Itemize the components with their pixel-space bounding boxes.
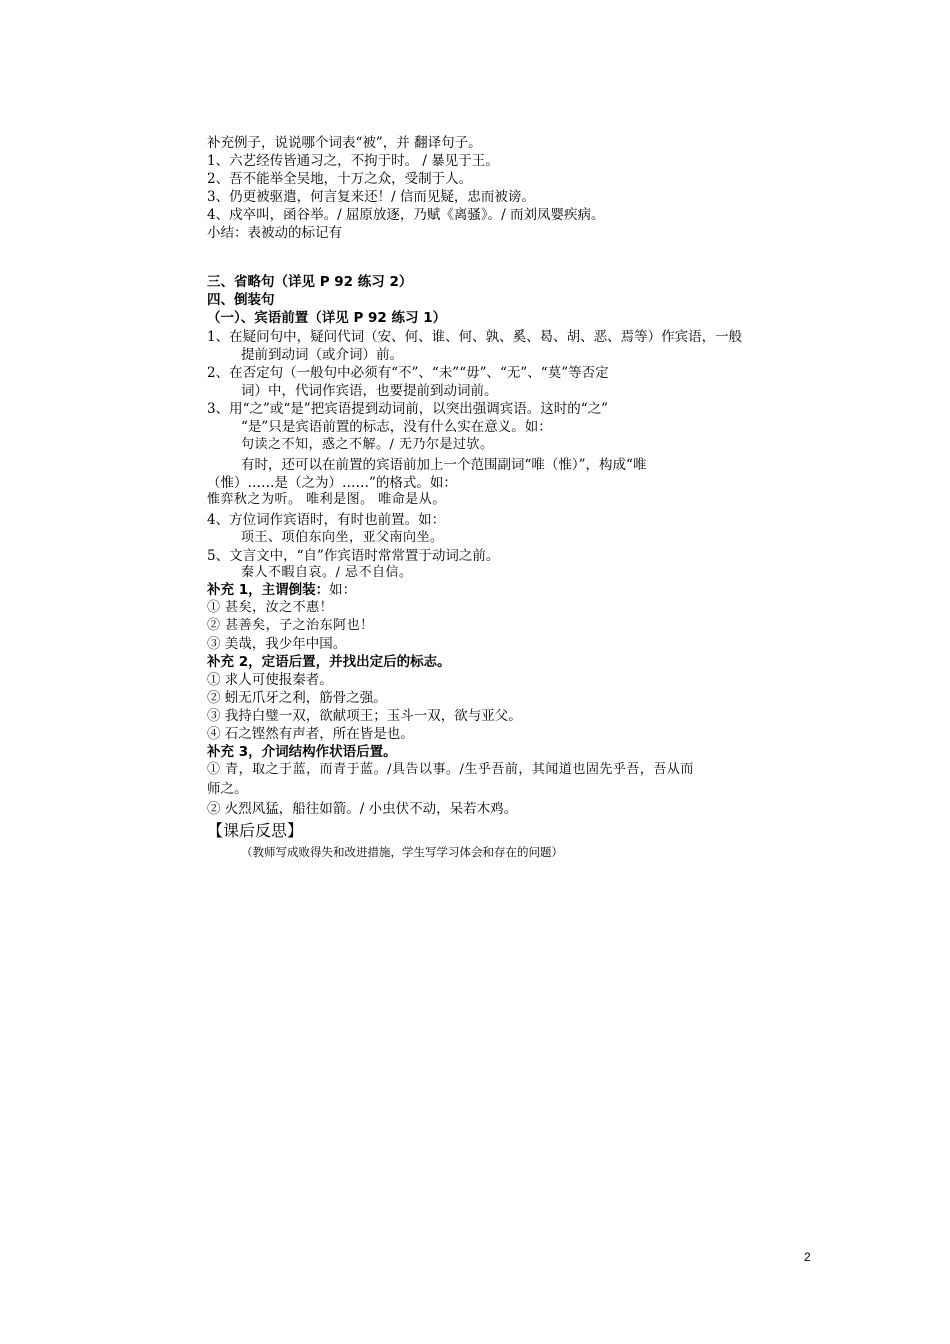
rule-4-example: 项王、项伯东向坐，亚父南向坐。 bbox=[241, 530, 444, 545]
example-1: 1、六艺经传皆通习之，不拘于时。 / 暴见于王。 bbox=[207, 153, 499, 169]
page-number: 2 bbox=[804, 1250, 811, 1264]
rule-3-line-a: 3、用“之”或“是”把宾语提到动词前，以突出强调宾语。这时的“之” bbox=[207, 401, 608, 417]
supplement-2-example-1: ① 求人可使报秦者。 bbox=[207, 672, 333, 688]
rule-1-line-b: 提前到动词（或介词）前。 bbox=[241, 347, 403, 363]
reflection-title: 【课后反思】 bbox=[207, 821, 304, 840]
supplement-3-example-1b: 师之。 bbox=[207, 781, 248, 797]
rule-3-line-b: “是”只是宾语前置的标志，没有什么实在意义。如： bbox=[241, 419, 552, 435]
rule-2-line-b: 词）中，代词作宾语，也要提前到动词前。 bbox=[241, 383, 498, 399]
supplement-2-heading: 补充 2，定语后置，并找出定后的标志。 bbox=[207, 654, 451, 670]
supplement-2-example-4: ④ 石之铿然有声者，所在皆是也。 bbox=[207, 726, 414, 742]
example-2: 2、吾不能举全吴地，十万之众，受制于人。 bbox=[207, 171, 473, 187]
rule-3-example: 句读之不知，惑之不解。/ 无乃尔是过欤。 bbox=[241, 437, 494, 452]
reflection-note: （教师写成败得失和改进措施，学生写学习体会和存在的问题） bbox=[241, 845, 563, 859]
supplement-3-example-1a: ① 青，取之于蓝，而青于蓝。/具告以事。/生乎吾前，其闻道也固先乎吾，吾从而 bbox=[207, 762, 694, 777]
supplement-1-example-1: ① 甚矣，汝之不惠！ bbox=[207, 600, 334, 615]
section-3-heading: 三、省略句（详见 P 92 练习 2） bbox=[207, 274, 413, 290]
supplement-1-line bbox=[207, 581, 356, 599]
subsection-1-heading: （一）、宾语前置（详见 P 92 练习 1） bbox=[207, 310, 447, 326]
supplement-1-example-3: ③ 美哉，我少年中国。 bbox=[207, 636, 347, 652]
summary-line: 小结：表被动的标记有 bbox=[207, 225, 342, 241]
rule-3-line-c: 有时，还可以在前置的宾语前加上一个范围副词“唯（惟）”，构成“唯 bbox=[241, 457, 647, 473]
supplement-2-example-3: ③ 我持白璧一双，欲献项王；玉斗一双，欲与亚父。 bbox=[207, 708, 522, 724]
supplement-3-example-2: ② 火烈风猛，船往如箭。/ 小虫伏不动，呆若木鸡。 bbox=[207, 801, 518, 817]
supplement-1-tail: 如： bbox=[329, 582, 357, 598]
supplement-1-example-2: ② 甚善矣，子之治东阿也！ bbox=[207, 618, 374, 633]
rule-5-example: 秦人不暇自哀。/ 忌不自信。 bbox=[241, 565, 413, 580]
rule-2-line-a: 2、在否定句（一般句中必须有“不”、“未”“毋”、“无”、“莫”等否定 bbox=[207, 365, 609, 381]
rule-3-line-d: （惟）……是（之为）……”的格式。如： bbox=[207, 475, 457, 491]
supplement-3-heading: 补充 3，介词结构作状语后置。 bbox=[207, 744, 397, 760]
section-4-heading: 四、倒装句 bbox=[207, 292, 275, 308]
example-3: 3、仍更被驱遣，何言复来还！/ 信而见疑，忠而被谤。 bbox=[207, 189, 535, 205]
rule-3-example-2: 惟弈秋之为听。 唯利是图。 唯命是从。 bbox=[207, 492, 446, 507]
example-4: 4、戍卒叫，函谷举。/ 屈原放逐，乃赋《离骚》。/ 而刘凤婴疾病。 bbox=[207, 207, 605, 223]
supplement-2-example-2: ② 蚓无爪牙之利，筋骨之强。 bbox=[207, 690, 387, 706]
intro-line: 补充例子，说说哪个词表“被”，并 翻译句子。 bbox=[207, 135, 482, 151]
rule-4-line: 4、方位词作宾语时，有时也前置。如： bbox=[207, 512, 446, 528]
rule-5-line: 5、文言文中，“自”作宾语时常常置于动词之前。 bbox=[207, 548, 500, 564]
rule-1-line-a: 1、在疑问句中，疑问代词（安、何、谁、何、孰、奚、曷、胡、恶、焉等）作宾语，一般 bbox=[207, 329, 743, 345]
supplement-1-heading: 补充 1，主谓倒装： bbox=[207, 582, 330, 598]
